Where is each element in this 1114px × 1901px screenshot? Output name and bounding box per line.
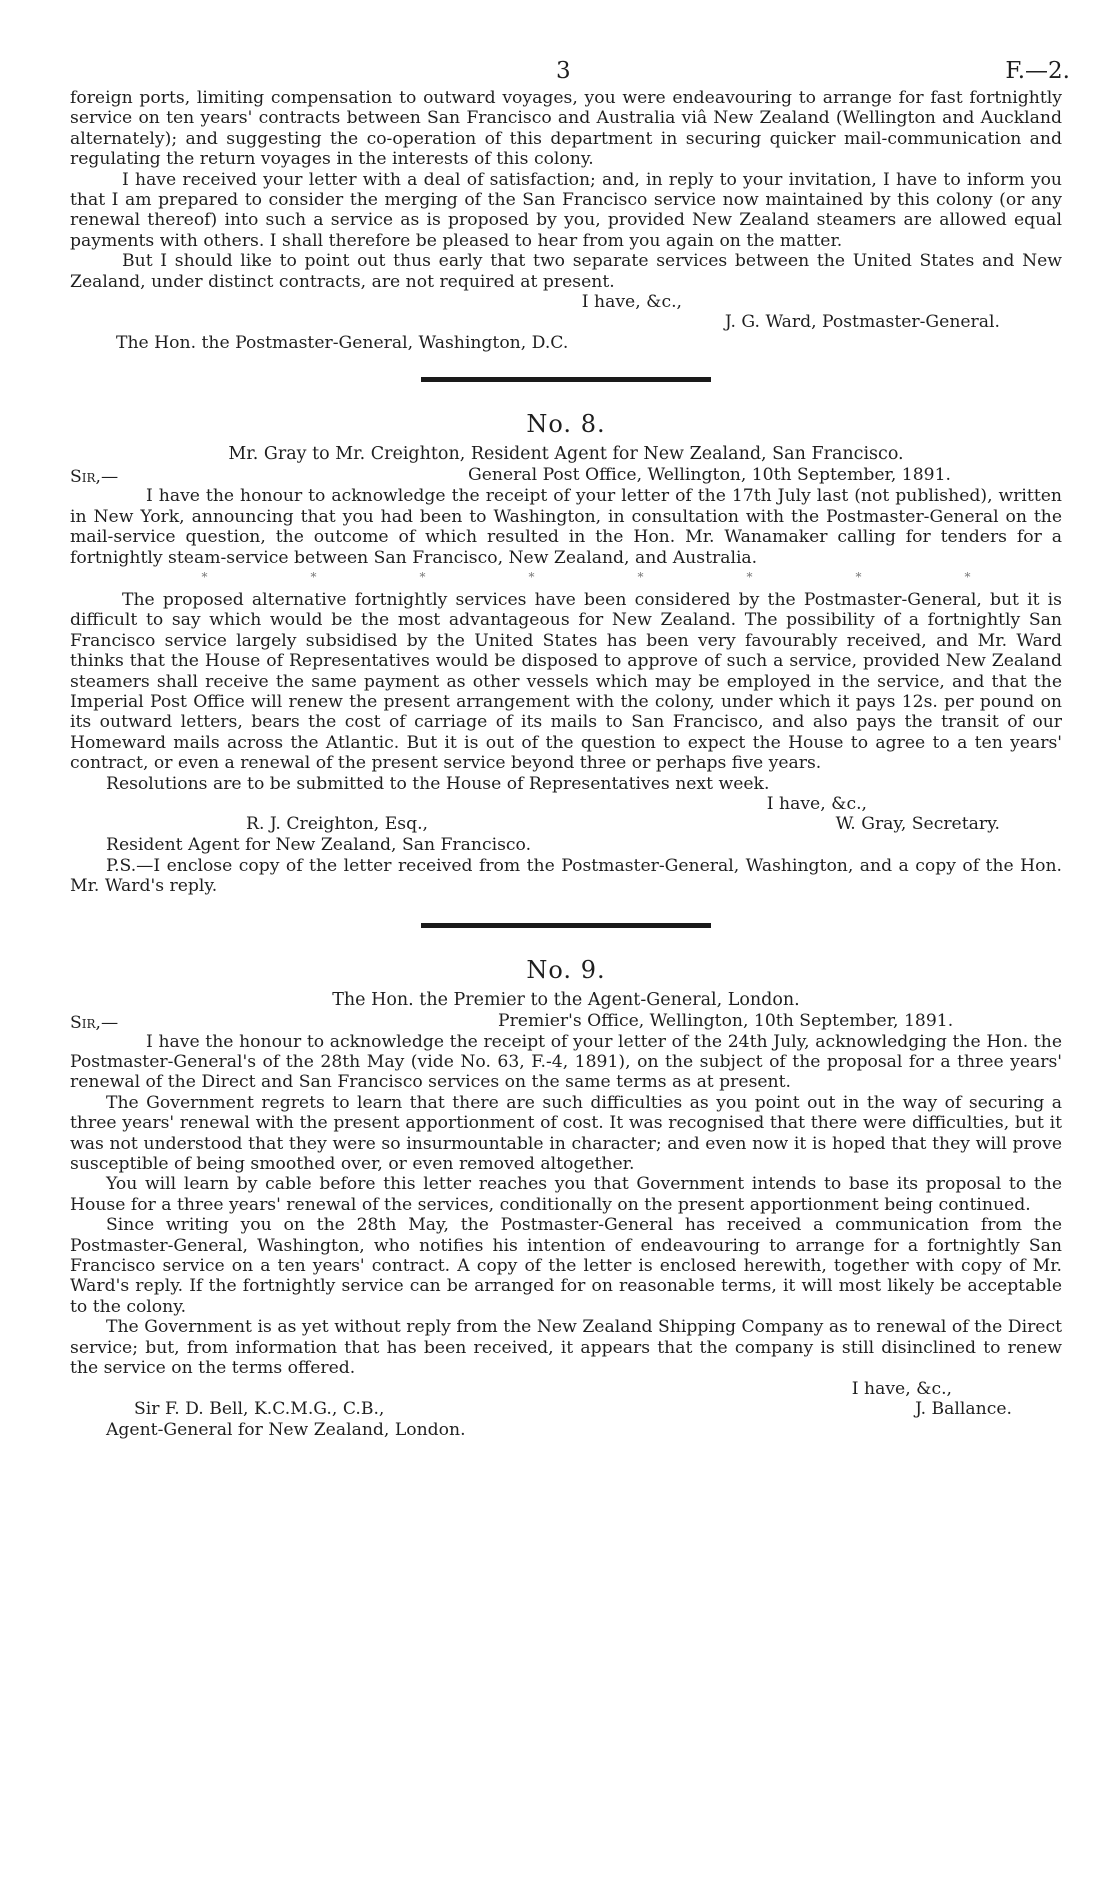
signature: J. G. Ward, Postmaster-General. [724,312,1000,333]
letter-subtitle: The Hon. the Premier to the Agent-General, London. [332,989,800,1010]
recipient-title: Resident Agent for New Zealand, San Francisco. [106,835,532,856]
letter-no8 [70,410,1062,896]
paragraph: Since writing you on the 28th May, the Postmaster-General has received a communication from the Postmaster-General, Washington, who notifies his intention of endeavouring to arrange for a fortnightly San Francisco service on a ten years' contract. A copy of the letter is enclosed herewith, together with copy of Mr. Ward's reply. If the fortnightly service can be arranged for on reasonable terms, it will most likely be acceptable to the colony. [70,1215,1062,1317]
signature: W. Gray, Secretary. [835,814,1000,835]
paragraph: You will learn by cable before this letter reaches you that Government intends to base its proposal to the House for a three years' renewal of the services, conditionally on the present apportionment being continued. [70,1174,1062,1215]
signature: J. Ballance. [915,1398,1012,1419]
paragraph: I have the honour to acknowledge the receipt of your letter of the 17th July last (not published), written in New York, announcing that you had been to Washington, in consultation with the Postmaster-General on the mail-service question, the outcome of which resulted in the Hon. Mr. Wanamaker calling for tenders for a fortnightly steam-service between San Francisco, New Zealand, and Australia. [70,486,1062,568]
recipient-name: R. J. Creighton, Esq., [246,814,429,835]
star: * [310,569,317,584]
closing: I have, &c., [581,292,682,313]
document-page [70,58,1070,1440]
place-date: General Post Office, Wellington, 10th September, 1891. [468,465,952,486]
letter-continuation [70,88,1062,353]
salutation: Sir,— [70,467,119,488]
star: * [746,569,753,584]
letter-subtitle: Mr. Gray to Mr. Creighton, Resident Agent for New Zealand, San Francisco. [228,444,904,465]
recipient-name: Sir F. D. Bell, K.C.M.G., C.B., [134,1398,385,1419]
star: * [637,569,644,584]
closing: I have, &c., [766,793,867,814]
paragraph: But I should like to point out thus early that two separate services between the United States and New Zealand, under distinct contracts, are not required at present. [70,251,1062,292]
paragraph: Resolutions are to be submitted to the House of Representatives next week. [106,773,770,794]
letter-number: No. 9. [526,955,606,984]
page-number: 3 [556,58,571,84]
salutation: Sir,— [70,1012,119,1033]
paragraph: The Government is as yet without reply from the New Zealand Shipping Company as to renewal of the Direct service; but, from information that has been received, it appears that the company is still disinclined to renew the service on the terms offered. [70,1317,1062,1379]
star: * [855,569,862,584]
omission-stars [70,568,1062,590]
paragraph: I have the honour to acknowledge the receipt of your letter of the 24th July, acknowledging the Hon. the Postmaster-General's of the 28th May (vide No. 63, F.-4, 1891), on the subject of the proposal for a three years' renewal of the Direct and San Francisco services on the same terms as at present. [70,1031,1062,1093]
signature-line [70,814,1062,835]
paragraph: foreign ports, limiting compensation to outward voyages, you were endeavouring to arrange for fast fortnightly service on ten years' contracts between San Francisco and Australia viâ New Zealand (Wellington and Auckland alternately); and suggesting the co-operation of this department in securing quicker mail-communication and regulating the return voyages in the interests of this colony. [70,88,1062,170]
letter-no9 [70,956,1062,1441]
page-header [70,58,1070,88]
section-divider [421,377,711,382]
star: * [528,569,535,584]
letter-number: No. 8. [526,410,606,439]
salutation-line [70,1011,1062,1032]
postscript: P.S.—I enclose copy of the letter received from the Postmaster-General, Washington, and a copy of the Hon. Mr. Ward's reply. [70,855,1062,897]
closing: I have, &c., [851,1378,952,1399]
recipient-title: Agent-General for New Zealand, London. [106,1419,466,1440]
place-date: Premier's Office, Wellington, 10th September, 1891. [498,1010,954,1031]
paragraph: I have received your letter with a deal of satisfaction; and, in reply to your invitation, I have to inform you that I am prepared to consider the merging of the San Francisco service now maintained by this colony (or any renewal thereof) into such a service as is proposed by you, provided New Zealand steamers are allowed equal payments with others. I shall therefore be pleased to hear from you again on the matter. [70,169,1062,251]
star: * [201,569,208,584]
signature-line [70,1399,1062,1420]
document-reference: F.—2. [1005,58,1070,84]
salutation-line [70,465,1062,486]
paragraph: The proposed alternative fortnightly services have been considered by the Postmaster-General, but it is difficult to say which would be the most advantageous for New Zealand. The possibility of a fortnightly San Francisco service largely subsidised by the United States has been very favourably received, and Mr. Ward thinks that the House of Representatives would be disposed to approve of such a service, provided New Zealand steamers shall receive the same payment as other vessels which may be employed in the service, and that the Imperial Post Office will renew the present arrangement with the colony, under which it pays 12s. per pound on its outward letters, bears the cost of carriage of its mails to San Francisco, and also pays the transit of our Homeward mails across the Atlantic. But it is out of the question to expect the House to agree to a ten years' contract, or even a renewal of the present service beyond three or perhaps five years. [70,589,1062,774]
addressee: The Hon. the Postmaster-General, Washington, D.C. [116,332,569,353]
star: * [419,569,426,584]
star: * [964,569,971,584]
paragraph: The Government regrets to learn that there are such difficulties as you point out in the way of securing a three years' renewal with the present apportionment of cost. It was recognised that there were difficulties, but it was not understood that they were so insurmountable in character; and even now it is hoped that they will prove susceptible of being smoothed over, or even removed altogether. [70,1092,1062,1175]
section-divider [421,923,711,928]
